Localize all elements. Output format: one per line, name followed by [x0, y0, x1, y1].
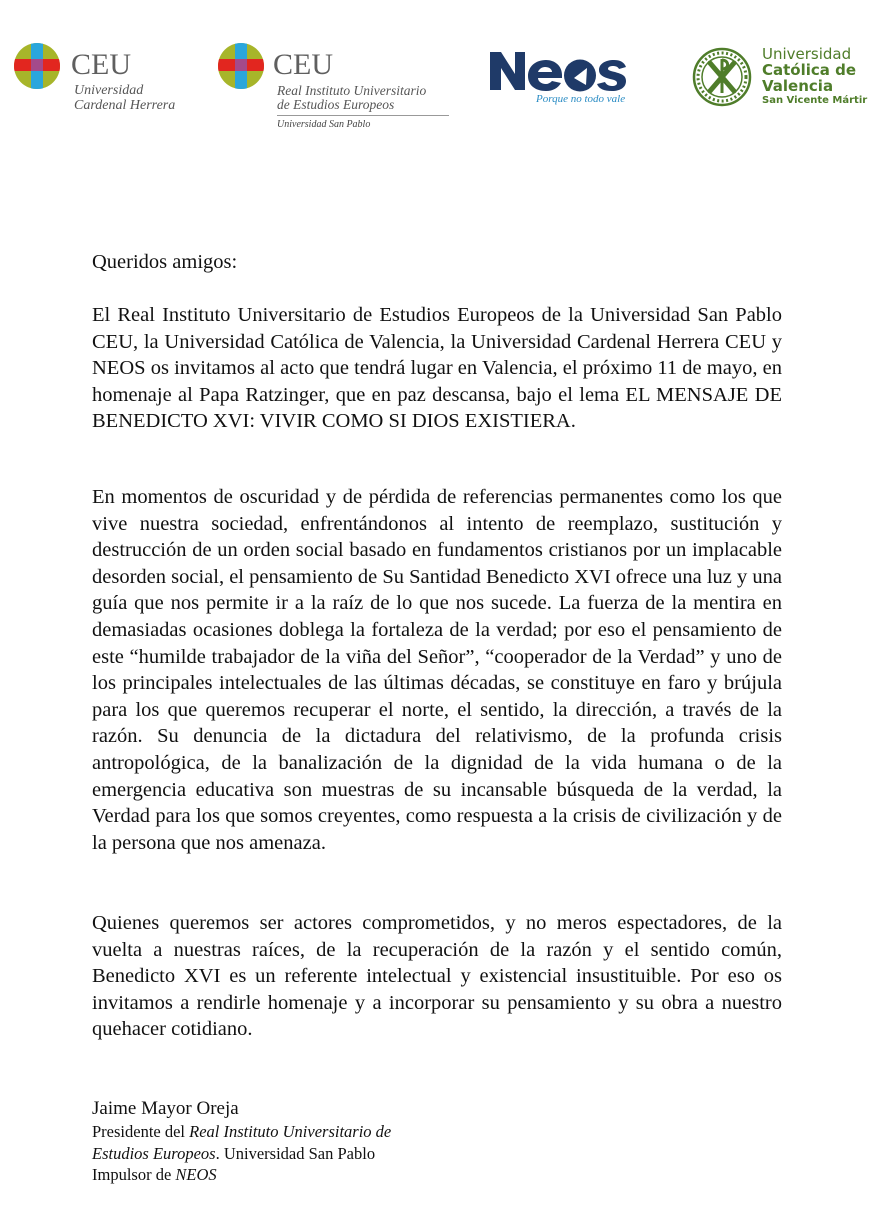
neos-wordmark-graphic — [488, 48, 633, 92]
divider — [277, 115, 449, 116]
signatory-role — [92, 1164, 391, 1186]
letter-paragraph: El Real Instituto Universitario de Estudios Europeos de la Universidad San Pablo CEU, la Universidad Católica de Valencia, la Universidad Cardenal Herrera CEU y NEOS os invitamos al acto que tendrá lugar en Valencia, el próximo 11 de mayo, en homenaje al Papa Ratzinger, que en paz descansa, bajo el lema EL MENSAJE DE BENEDICTO XVI: VIVIR COMO SI DIOS EXISTIERA. — [92, 304, 782, 433]
ucv-line-3: Valencia — [762, 77, 834, 95]
letter-paragraph-1-block — [92, 302, 782, 435]
ceu-cardenal-herrera-logo — [14, 43, 204, 118]
signatory-title-line-2 — [92, 1143, 391, 1165]
letter-paragraph-2-block — [92, 484, 782, 856]
title-institute: Real Instituto Universitario de — [189, 1122, 392, 1141]
ceu-line-1: Real Instituto Universitario — [277, 83, 427, 98]
ceu-line-2: de Estudios Europeos — [277, 97, 395, 112]
ucv-line-2: Católica de — [762, 61, 857, 79]
neos-wordmark — [488, 48, 633, 99]
greeting: Queridos amigos: — [92, 251, 238, 273]
ceu-cross-icon — [14, 43, 60, 89]
ucv-line-4: San Vicente Mártir — [762, 95, 868, 106]
signatory-title-line-1 — [92, 1121, 391, 1143]
signature-block — [92, 1097, 391, 1186]
title-prefix: Presidente del — [92, 1122, 190, 1141]
ceu-real-instituto-logo — [218, 43, 458, 133]
ceu-line-3: Universidad San Pablo — [277, 119, 371, 130]
role-org: NEOS — [175, 1165, 217, 1184]
ucv-seal-icon — [692, 47, 752, 107]
ucv-logo — [692, 45, 867, 115]
title-institute-cont: Estudios Europeos — [92, 1143, 216, 1163]
ceu-line-2: Cardenal Herrera — [74, 98, 176, 113]
letter-paragraph: Quienes queremos ser actores comprometidos, y no meros espectadores, de la vuelta a nuestras raíces, de la recuperación de la razón y el sentido común, Benedicto XVI es un referente intelectual y existencial insustituible. Por eso os invitamos a rendirle homenaje y a incorporar su pensamiento y su obra a nuestro quehacer cotidiano. — [92, 912, 782, 1041]
neos-logo — [488, 45, 638, 110]
letter-paragraph: En momentos de oscuridad y de pérdida de referencias permanentes como los que vive nuestra sociedad, enfrentándonos al intento de reemplazo, sustitución y destrucción de un orden social basado en fundamentos cristianos por un implacable desorden social, el pensamiento de Su Santidad Benedicto XVI ofrece una luz y una guía que nos permite ir a la raíz de lo que nos sucede. La fuerza de la mentira en demasiadas ocasiones doblega la fortaleza de la verdad; por eso el pensamiento de este “humilde trabajador de la viña del Señor”, “cooperador de la Verdad” y uno de los principales intelectuales de las últimas décadas, se constituye en faro y brújula para los que queremos recuperar el norte, el sentido, la dirección, a través de la razón. Su denuncia de la dictadura del relativismo, de la profunda crisis antropológica, de la banalización de la dignidad de la vida humana o de la emergencia educativa son muestras de su incansable búsqueda de la verdad, la Verdad para los que somos creyentes, como respuesta a la crisis de civilización y de la persona que nos amenaza. — [92, 486, 782, 854]
ucv-line-1: Universidad — [762, 45, 852, 63]
ceu-wordmark: CEU — [71, 48, 131, 81]
ceu-wordmark: CEU — [273, 48, 333, 81]
role-prefix: Impulsor de — [92, 1165, 176, 1184]
signatory-name: Jaime Mayor Oreja — [92, 1098, 239, 1119]
neos-tagline: Porque no todo vale — [536, 93, 626, 105]
ceu-line-1: Universidad — [74, 83, 144, 98]
title-suffix: . Universidad San Pablo — [215, 1143, 376, 1163]
ceu-cross-icon — [218, 43, 264, 89]
letter-paragraph-3-block — [92, 910, 782, 1043]
letter-greeting-block — [92, 249, 782, 276]
